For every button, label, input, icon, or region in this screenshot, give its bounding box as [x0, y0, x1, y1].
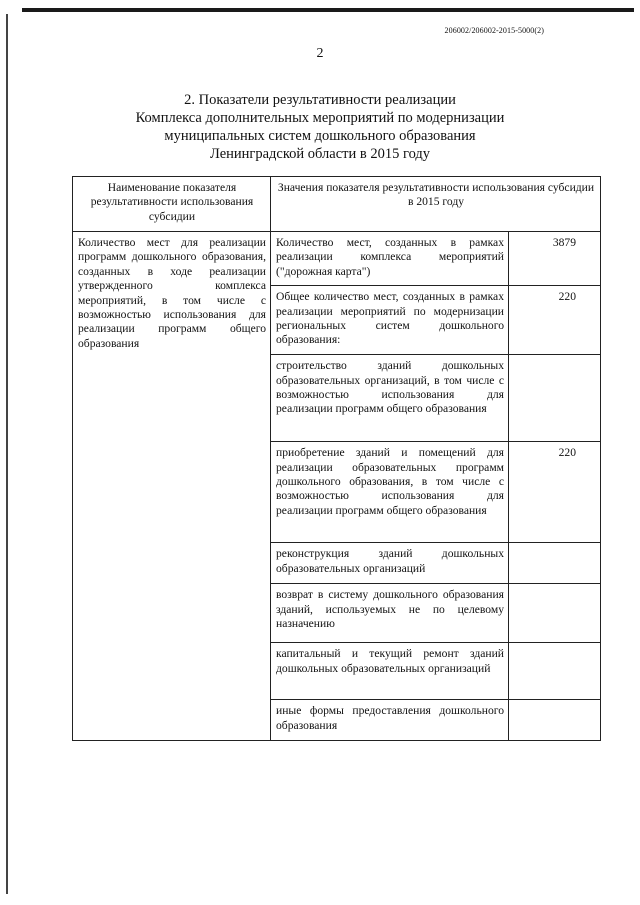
section-title — [0, 91, 640, 163]
title-line: муниципальных систем дошкольного образования — [164, 128, 476, 144]
row-label: приобретение зданий и помещений для реализации образовательных программ дошкольного образования, в том числе с возможностью использования для реализации программ общего образования — [271, 442, 509, 543]
scan-edge-top — [22, 8, 634, 12]
table-row — [73, 232, 601, 286]
page-number: 2 — [316, 46, 324, 61]
title-line: 2. Показатели результативности реализации — [184, 92, 456, 108]
row-label: строительство зданий дошкольных образовательных организаций, в том числе с возможностью использования для реализации программ общего образования — [271, 355, 509, 442]
row-value — [509, 543, 601, 584]
row-label: Общее количество мест, созданных в рамках реализации мероприятий по модернизации региональных систем дошкольного образования: — [271, 286, 509, 355]
document-number: 206002/206002-2015-5000(2) — [444, 26, 544, 35]
title-line: Ленинградской области в 2015 году — [209, 146, 431, 162]
row-label: реконструкция зданий дошкольных образовательных организаций — [271, 543, 509, 584]
row-label: Количество мест, созданных в рамках реализации комплекса мероприятий ("дорожная карта") — [271, 232, 509, 286]
header-indicator-values: Значения показателя результативности использования субсидии в 2015 году — [271, 177, 601, 232]
row-value — [509, 700, 601, 741]
row-value — [509, 355, 601, 442]
row-value: 3879 — [509, 232, 601, 286]
row-value: 220 — [509, 286, 601, 355]
row-label: капитальный и текущий ремонт зданий дошкольных образовательных организаций — [271, 643, 509, 700]
indicators-table — [72, 176, 601, 741]
row-label: возврат в систему дошкольного образования зданий, используемых не по целевому назначению — [271, 584, 509, 643]
header-indicator-name: Наименование показателя результативности использования субсидии — [73, 177, 271, 232]
row-label: иные формы предоставления дошкольного образования — [271, 700, 509, 741]
row-value: 220 — [509, 442, 601, 543]
indicator-name-cell: Количество мест для реализации программ дошкольного образования, созданных в ходе реализации утвержденного комплекса мероприятий, в том числе с возможностью использования для реализации программ общего образования — [73, 232, 271, 741]
row-value — [509, 643, 601, 700]
title-line: Комплекса дополнительных мероприятий по модернизации — [135, 110, 505, 126]
row-value — [509, 584, 601, 643]
table-header-row — [73, 177, 601, 232]
